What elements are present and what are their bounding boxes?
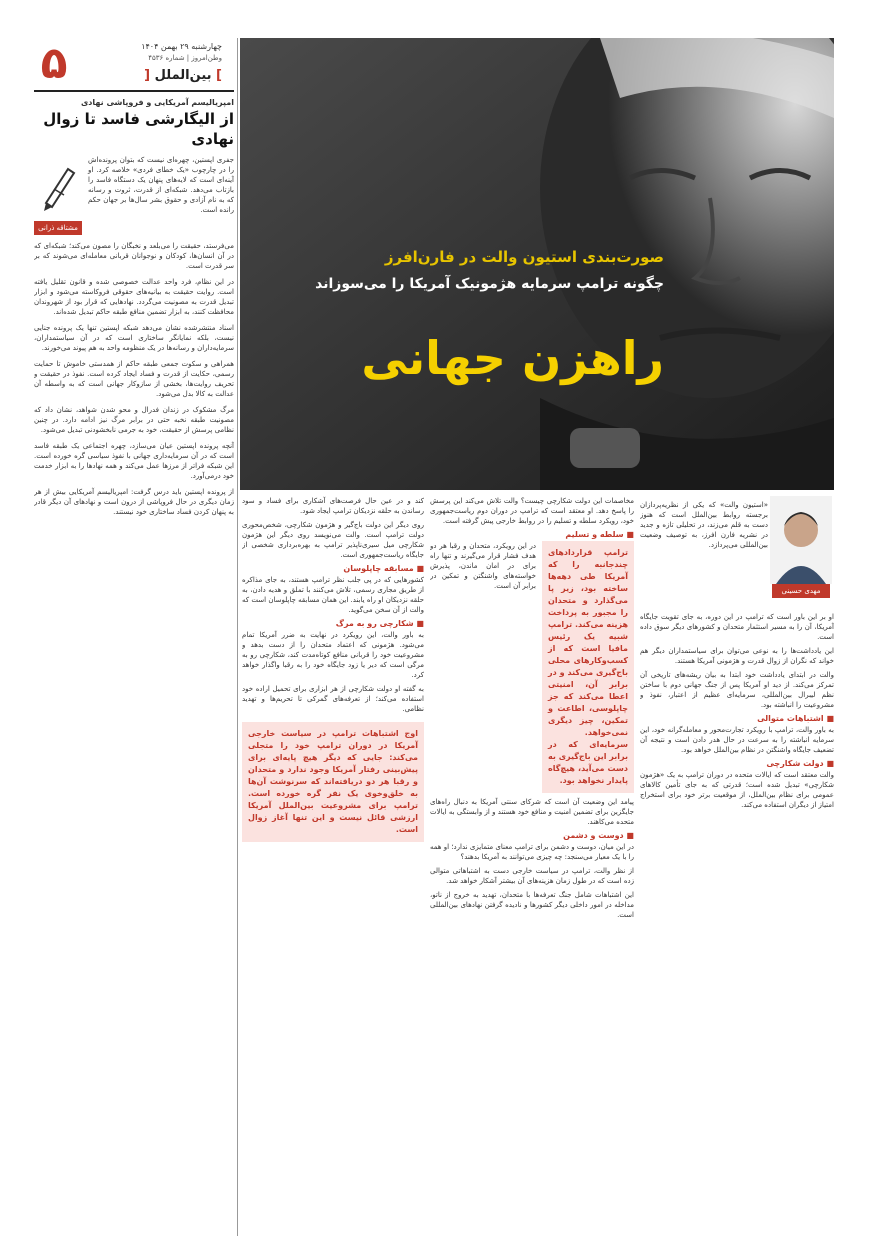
page-number: ۵	[40, 38, 68, 89]
main-paragraph: به باور والت، ترامپ با رویکرد تجارت‌محور و معامله‌گرانه خود، این سرمایه انباشته را به سرعت در حال هدر دادن است و نتیجه آن تضعیف جایگاه واشنگتن در نظام بین‌الملل خواهد بود.	[640, 726, 834, 754]
sub-head: ■ اشتباهات متوالی	[757, 714, 834, 723]
main-col-1	[640, 612, 834, 1236]
left-article-kicker: امپریالیسم آمریکایی و فروپاشی نهادی	[80, 98, 234, 107]
main-paragraph: به گفته او دولت شکارچی از هر ابزاری برای تحمیل اراده خود استفاده می‌کند؛ از تعرفه‌های گمرکی تا تحریم‌ها و تهدید نظامی.	[242, 685, 424, 713]
main-paragraph: این یادداشت‌ها را به نوعی می‌توان برای سیاستمداران دیگر هم خواند که نگران از زوال قدرت و هژمونی آمریکا هستند.	[640, 647, 834, 665]
left-article-paragraph: اسناد منتشرشده نشان می‌دهد شبکه اپستین تنها یک پرونده جنایی نیست، بلکه نمایانگر ساختاری است که در آن سیاستمداران، سرمایه‌داران و رسانه‌ها در یک منظومه واحد به هم پیوند می‌خورند.	[34, 324, 234, 352]
sub-head: ■ دولت شکارچی	[766, 759, 834, 768]
main-paragraph: والت معتقد است که ایالات متحده در دوران ترامپ به یک «هژمون شکارچی» تبدیل شده است؛ قدرتی که به جای تأمین کالاهای عمومی برای نظام بین‌الملل، از موقعیت برتر خود برای استخراج امتیاز از دیگران استفاده می‌کند.	[640, 771, 834, 809]
pull-quote-2: اوج اشتباهات ترامپ در سیاست خارجی آمریکا در دوران ترامپ خود را متجلی می‌کند: جایی که دیگر هیچ پایه‌ای برای پیش‌بینی رفتار آمریکا وجود ندارد و متحدان و رقبا هر دو دریافته‌اند که سرنوشت آن‌ها به خلق‌وخوی یک نفر گره خورده است. ترامپ برای مشروعیت بین‌الملل آمریکا ارزشی قائل نیست و این تنها آغاز زوال است.	[242, 722, 424, 842]
masthead-divider	[34, 90, 234, 92]
left-article	[34, 96, 234, 1236]
sub-head: ■ سلطه و تسلیم	[565, 530, 634, 539]
left-article-paragraph: در این نظام، فرد واحد عدالت خصوصی شده و قانون تقلیل یافته است. روایت حقیقت به بیانیه‌های حقوقی فروکاسته می‌شود و ابزار تبدیل قدرت به مصونیت می‌گردد. نهادهایی که قرار بود از شهروندان محافظت کنند، به ابزار تضمین منافع طبقه حاکم تبدیل شده‌اند.	[34, 278, 234, 316]
main-paragraph: پیامد این وضعیت آن است که شرکای سنتی آمریکا به دنبال راه‌های جایگزین برای تضمین امنیت و منافع خود هستند و از وابستگی به ایالات متحده می‌کاهند.	[430, 798, 634, 826]
left-article-lead	[34, 155, 234, 241]
publication-info: وطن‌امروز | شماره ۴۵۳۶	[148, 54, 222, 62]
main-paragraph: روی دیگر این دولت باج‌گیر و هژمون شکارچی، شخص‌محوری دولت ترامپ است. والت می‌نویسد روی دیگر این هژمون شکارچی میل سیری‌ناپذیر ترامپ به بهره‌برداری شخصی از جایگاه ریاست‌جمهوری است.	[242, 521, 424, 559]
sub-head: ■ مسابقه چاپلوسان	[343, 564, 424, 573]
author-photo	[770, 496, 832, 584]
sub-head: ■ شکارچی رو به مرگ	[335, 619, 424, 628]
left-article-paragraph: مرگ مشکوک در زندان فدرال و محو شدن شواهد، نشان داد که مصونیت طبقه نخبه حتی در برابر مرگ نیز ادامه دارد. در چنین نظامی پرسش از حقیقت، خود به جرمی نابخشودنی تبدیل می‌شود.	[34, 406, 234, 434]
left-article-paragraph: همراهی و سکوت جمعی طبقه حاکم از همدستی خاموش تا حمایت رسمی، حکایت از قدرت و فساد ایجاد کرده است. نفوذ در حقیقت و تحریف روایت‌ها، بخشی از سازوکار جهانی است که به واسطه آن عدالت به کالا بدل می‌شود.	[34, 360, 234, 398]
main-paragraph: والت در ابتدای یادداشت خود ابتدا به بیان ریشه‌های تاریخی آن تمرکز می‌کند. از دید او آمریکا پس از جنگ جهانی دوم با ساختن نظم لیبرال بین‌المللی، سرمایه‌ای عظیم از اعتبار، نفوذ و مشروعیت را انباشته بود.	[640, 671, 834, 709]
author-badge	[34, 155, 82, 235]
main-paragraph: در این رویکرد، متحدان و رقبا هر دو هدف فشار قرار می‌گیرند و تنها راه برای در امان ماندن، پذیرش خواسته‌های واشنگتن و تمکین در برابر آن است.	[430, 542, 536, 590]
column-divider	[237, 38, 238, 1236]
main-col-3	[242, 496, 424, 1236]
hero-deck: چگونه ترامپ سرمایه هژمونیک آمریکا را می‌سوزاند	[315, 276, 664, 292]
pen-icon	[34, 155, 82, 217]
hero-headline: راهزن جهانی	[361, 331, 664, 385]
main-col-2	[430, 496, 634, 1236]
main-paragraph: «استیون والت» که یکی از نظریه‌پردازان برجسته روابط بین‌الملل است که هنوز دست به قلم می‌زند، در تحلیلی تازه و جدید در نشریه فارن افرز، به توصیف وضعیت بین‌المللی می‌پردازد.	[640, 501, 768, 549]
main-paragraph: کند و در عین حال فرصت‌های آشکاری برای فساد و سود رساندن به حلقه نزدیکان ترامپ ایجاد شود.	[242, 497, 424, 515]
left-article-paragraph: آنچه پرونده اپستین عیان می‌سازد، چهره اجتماعی یک طبقه فاسد است که در آن سرمایه‌داری جهانی با نفوذ سیاسی گره خورده است. این شبکه فراتر از مرزها عمل می‌کند و همه نهادها را به ابزار خدمت خود درمی‌آورد.	[34, 442, 234, 480]
main-paragraph: او بر این باور است که ترامپ در این دوره، به جای تقویت جایگاه آمریکا، آن را به مسیر استثمار متحدان و کشورهای دیگر سوق داده است.	[640, 613, 834, 641]
left-article-paragraph: جفری اپستین، چهره‌ای نیست که بتوان پرونده‌اش را در چارچوب «یک خطای فردی» خلاصه کرد. او آینه‌ای است که لایه‌های پنهان یک دستگاه فاسد را بازتاب می‌دهد. شبکه‌ای از قدرت، ثروت و رسانه که به نام آزادی و حقوق بشر سال‌ها بر جهان حکم رانده است.	[88, 156, 234, 214]
pull-quote: ترامپ قراردادهای چندجانبه را که آمریکا طی دهه‌ها ساخته بود، زیر پا می‌گذارد و متحدان را مجبور به پرداخت هزینه می‌کند. ترامپ شبیه یک رئیس مافیا است که از کسب‌وکارهای محلی باج‌گیری می‌کند و در برابر آن، امنیتی اعطا می‌کند که جز چاپلوسی، اطاعت و تمکین، چیز دیگری نمی‌خواهد. سرمایه‌ای که در برابر این باج‌گیری به دست می‌آید، هیچ‌گاه پایدار نخواهد بود.	[542, 541, 634, 793]
main-paragraph: در این میان، دوست و دشمن برای ترامپ معنای متمایزی ندارد؛ او همه را با یک معیار می‌سنجد: چه چیزی می‌توانند به آمریکا بدهند؟	[430, 843, 634, 861]
main-article-author: مهدی حسینی	[772, 584, 830, 598]
hero-subheadline: صورت‌بندی استیون والت در فارن‌افرز	[384, 248, 664, 266]
section-title: ] بین‌الملل [	[144, 68, 222, 83]
section-label: بین‌الملل	[154, 68, 212, 83]
left-article-paragraph: از پرونده اپستین باید درس گرفت: امپریالیسم آمریکایی بیش از هر زمان دیگری در حال فروپاشی از درون است و نهادهای آن دیگر قادر به پنهان کردن فساد ساختاری خود نیستند.	[34, 488, 234, 516]
main-paragraph: این اشتباهات شامل جنگ تعرفه‌ها با متحدان، تهدید به خروج از ناتو، مداخله در امور داخلی دیگر کشورها و نادیده گرفتن نهادهای بین‌المللی است.	[430, 891, 634, 919]
main-paragraph: به باور والت، این رویکرد در نهایت به ضرر آمریکا تمام می‌شود. هژمونی که اعتماد متحدان را از دست بدهد و مشروعیت خود را قربانی منافع کوتاه‌مدت کند، شکارچی رو به مرگی است که دیر یا زود جایگاه خود را به رقبا واگذار خواهد کرد.	[242, 631, 424, 679]
sub-head: ■ دوست و دشمن	[563, 831, 634, 840]
main-paragraph: کشورهایی که در پی جلب نظر ترامپ هستند، به جای مذاکره از طریق مجاری رسمی، تلاش می‌کنند با تملق و هدیه دادن، به حلقه نزدیکان او راه یابند. این همان مسابقه چاپلوسان است که والت از آن سخن می‌گوید.	[242, 576, 424, 614]
main-author-box	[770, 496, 832, 606]
left-article-paragraph: می‌فرستد، حقیقت را می‌بلعد و نخبگان را مصون می‌کند؛ شبکه‌ای که در آن انسان‌ها، کودکان و نوجوانان قربانی معامله‌ای می‌شوند که بر سر قدرت است.	[34, 242, 234, 270]
main-paragraph: از نظر والت، ترامپ در سیاست خارجی دست به اشتباهاتی متوالی زده است که در طول زمان هزینه‌های آن بیشتر آشکار خواهد شد.	[430, 867, 634, 885]
left-article-author: مشتاقه ذرانی	[34, 221, 82, 235]
main-paragraph: مخاصمات این دولت شکارچی چیست؟ والت تلاش می‌کند این پرسش را پاسخ دهد. او معتقد است که ترامپ در دوران دوم ریاست‌جمهوری خود، رویکرد سلطه و تسلیم را در روابط خارجی پیش گرفته است.	[430, 497, 634, 525]
hero-photo	[240, 38, 834, 490]
issue-date: چهارشنبه ۲۹ بهمن ۱۴۰۴	[141, 42, 222, 51]
left-article-headline: از الیگارشی فاسد تا زوال نهادی	[43, 110, 234, 148]
